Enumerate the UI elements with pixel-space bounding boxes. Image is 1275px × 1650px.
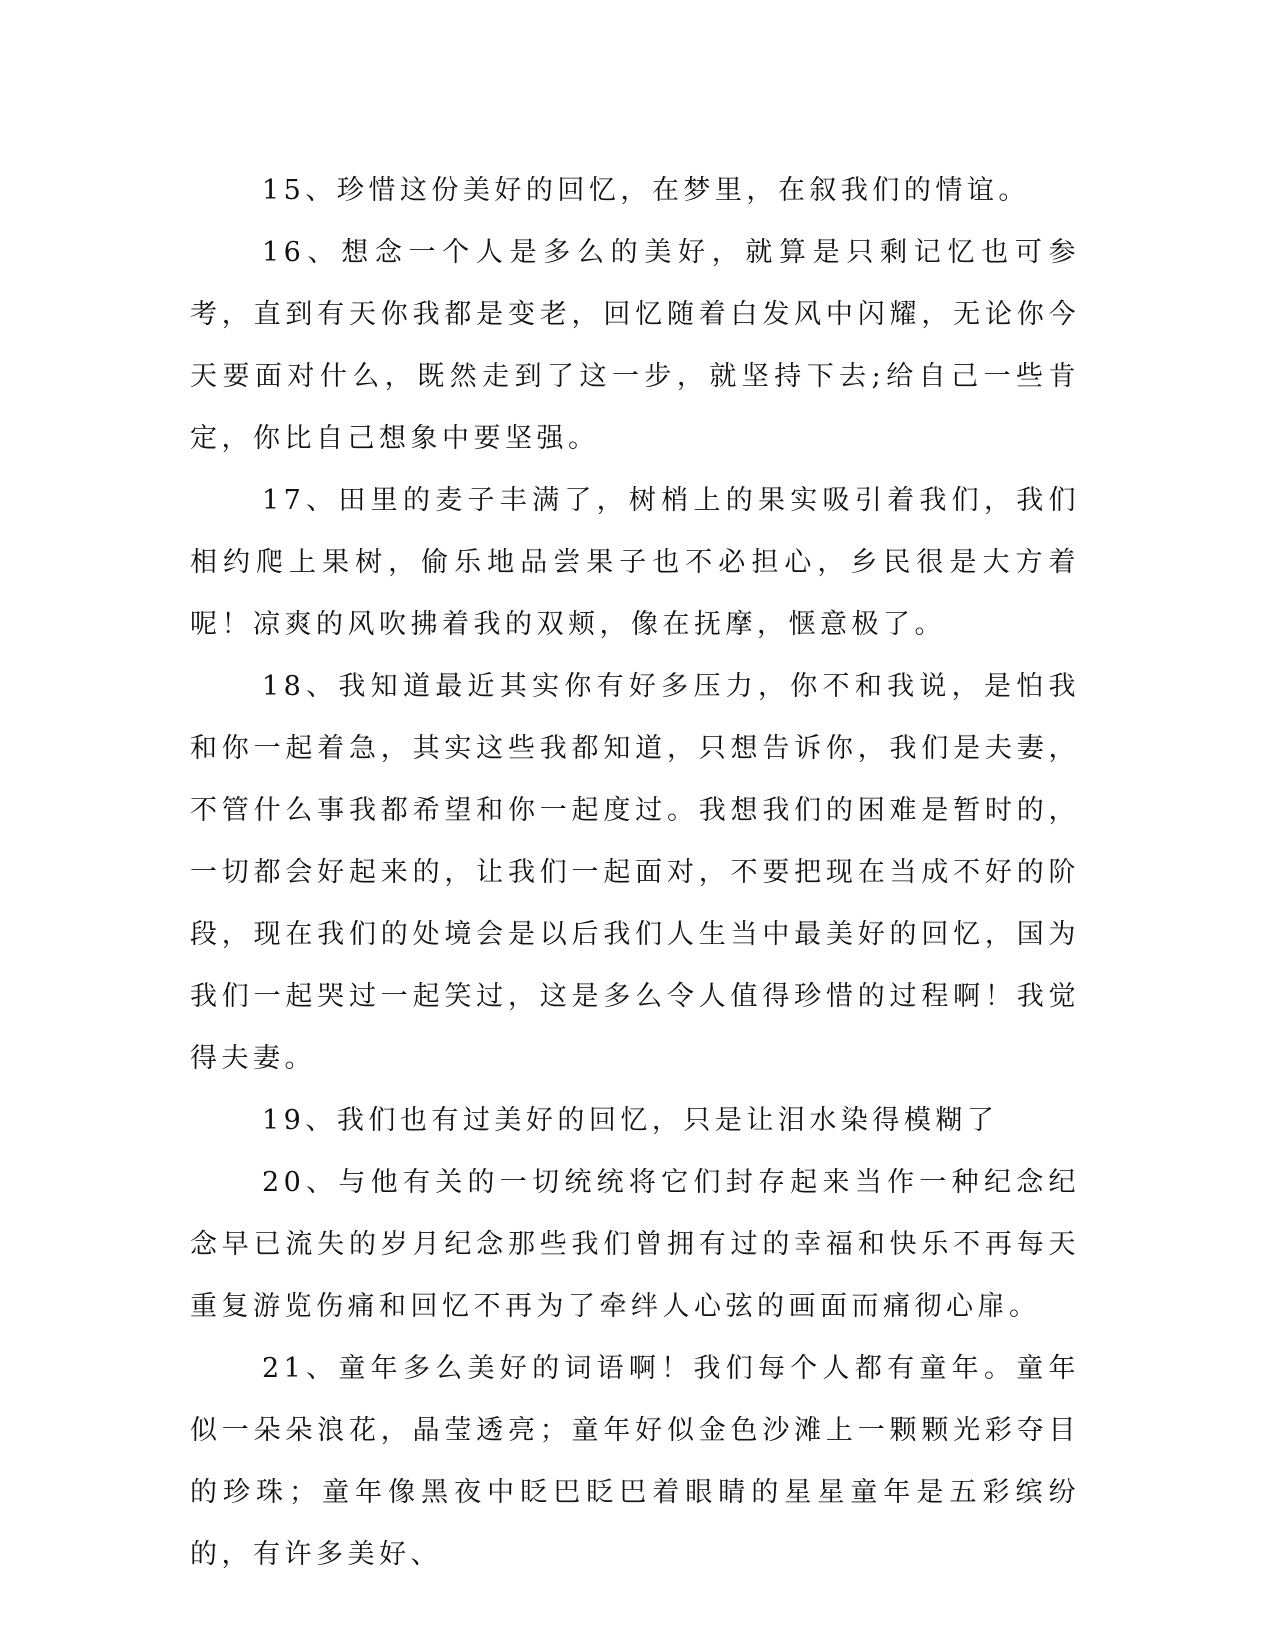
document-body <box>190 160 1080 1586</box>
paragraph-15: 15、珍惜这份美好的回忆，在梦里，在叙我们的情谊。 <box>262 175 1030 206</box>
paragraph-17: 17、田里的麦子丰满了，树梢上的果实吸引着我们，我们相约爬上果树，偷乐地品尝果子也不必担心，乡民很是大方着呢！凉爽的风吹拂着我的双颊，像在抚摩，惬意极了。 <box>190 485 1080 640</box>
paragraph-16: 16、想念一个人是多么的美好，就算是只剩记忆也可参考，直到有天你我都是变老，回忆随着白发风中闪耀，无论你今天要面对什么，既然走到了这一步，就坚持下去;给自己一些肯定，你比自己想象中要坚强。 <box>190 237 1080 454</box>
paragraph-18: 18、我知道最近其实你有好多压力，你不和我说，是怕我和你一起着急，其实这些我都知道，只想告诉你，我们是夫妻，不管什么事我都希望和你一起度过。我想我们的困难是暂时的，一切都会好起来的，让我们一起面对，不要把现在当成不好的阶段，现在我们的处境会是以后我们人生当中最美好的回忆，国为我们一起哭过一起笑过，这是多么令人值得珍惜的过程啊！我觉得夫妻。 <box>190 671 1080 1074</box>
paragraph-20: 20、与他有关的一切统统将它们封存起来当作一种纪念纪念早已流失的岁月纪念那些我们曾拥有过的幸福和快乐不再每天重复游览伤痛和回忆不再为了牵绊人心弦的画面而痛彻心扉。 <box>190 1167 1080 1322</box>
paragraph-19: 19、我们也有过美好的回忆，只是让泪水染得模糊了 <box>262 1105 999 1136</box>
paragraph-21: 21、童年多么美好的词语啊！我们每个人都有童年。童年似一朵朵浪花，晶莹透亮；童年好似金色沙滩上一颗颗光彩夺目的珍珠；童年像黑夜中眨巴眨巴着眼睛的星星童年是五彩缤纷的，有许多美好、 <box>190 1353 1080 1570</box>
